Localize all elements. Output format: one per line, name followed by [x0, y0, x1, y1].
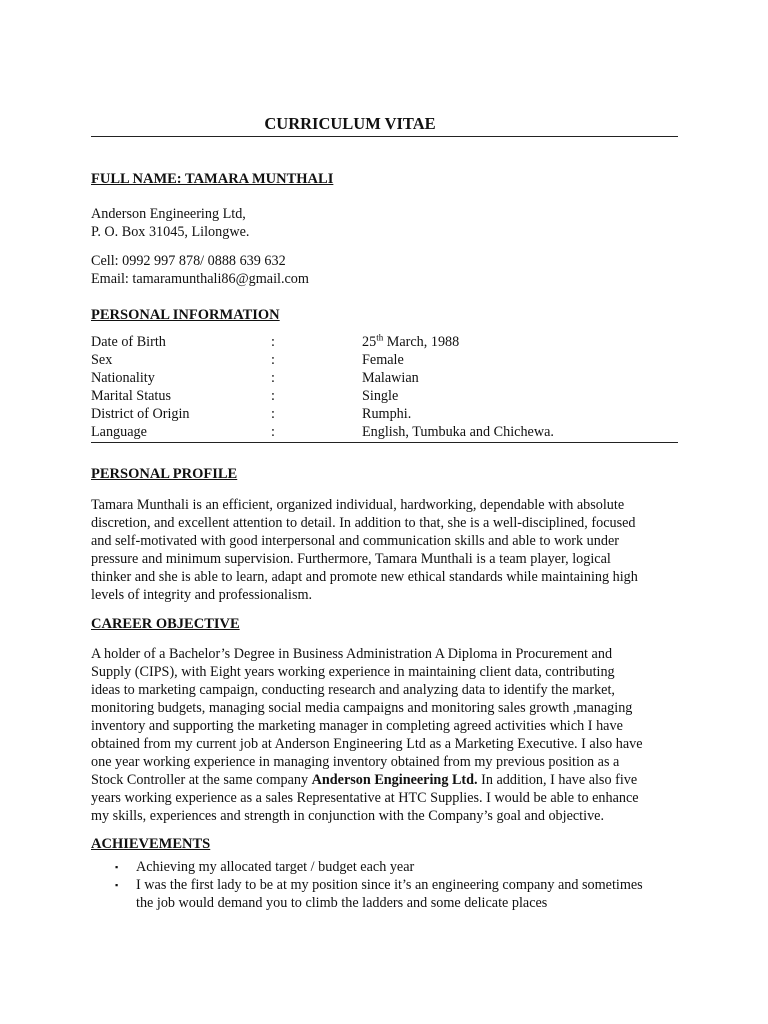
info-label: Date of Birth [91, 334, 166, 350]
personal-profile-text [91, 496, 678, 604]
info-row-district-of-origin [91, 405, 678, 423]
info-colon: : [271, 388, 275, 404]
profile-line: thinker and she is able to learn, adapt and promote new ethical standards while maintaining high [91, 569, 638, 585]
dob-day: 25 [362, 334, 377, 350]
objective-line: inventory and supporting the marketing manager in completing agreed activities which I have [91, 718, 623, 734]
objective-line: years working experience as a sales Representative at HTC Supplies. I would be able to enhance [91, 790, 639, 806]
info-colon: : [271, 424, 275, 440]
list-item [91, 876, 691, 912]
info-label: Language [91, 424, 147, 440]
achievement-text: Achieving my allocated target / budget each year [136, 859, 415, 875]
info-value: Malawian [362, 370, 419, 386]
bullet-icon: ▪ [115, 880, 119, 890]
objective-line: obtained from my current job at Anderson Engineering Ltd as a Marketing Executive. I also have [91, 736, 643, 752]
objective-line [91, 771, 678, 789]
objective-line: Supply (CIPS), with Eight years working experience in maintaining client data, contributing [91, 664, 615, 680]
career-objective-heading: CAREER OBJECTIVE [91, 616, 240, 632]
info-row-date-of-birth [91, 333, 678, 351]
info-colon: : [271, 334, 275, 350]
info-label: District of Origin [91, 406, 190, 422]
email-address: Email: tamaramunthali86@gmail.com [91, 271, 309, 287]
info-row-marital-status [91, 387, 678, 405]
objective-line: monitoring budgets, managing social media campaigns and monitoring sales growth ,managing [91, 700, 633, 716]
info-row-nationality [91, 369, 678, 387]
personal-profile-heading: PERSONAL PROFILE [91, 466, 238, 482]
info-value: English, Tumbuka and Chichewa. [362, 424, 554, 440]
achievements-list [91, 858, 691, 912]
personal-info-divider [91, 442, 678, 443]
objective-line: one year working experience in managing inventory obtained from my previous position as a [91, 754, 620, 770]
info-value: Rumphi. [362, 406, 412, 422]
info-label: Nationality [91, 370, 155, 386]
info-row-sex [91, 351, 678, 369]
achievement-text: the job would demand you to climb the ladders and some delicate places [136, 895, 548, 911]
info-colon: : [271, 370, 275, 386]
objective-line: A holder of a Bachelor’s Degree in Business Administration A Diploma in Procurement and [91, 646, 613, 662]
document-title: CURRICULUM VITAE [264, 114, 436, 133]
profile-line: discretion, and excellent attention to detail. In addition to that, she is a well-disciplined, focused [91, 515, 636, 531]
achievements-heading: ACHIEVEMENTS [91, 836, 211, 852]
cell-phone: Cell: 0992 997 878/ 0888 639 632 [91, 253, 286, 269]
personal-information-table [91, 333, 678, 441]
profile-line: levels of integrity and professionalism. [91, 587, 313, 603]
info-colon: : [271, 352, 275, 368]
address-line-1: Anderson Engineering Ltd, [91, 206, 246, 222]
info-value: Female [362, 352, 404, 368]
dob-month-year: March, 1988 [383, 334, 460, 350]
title-divider [91, 136, 678, 137]
profile-line: and self-motivated with good interpersonal and communication skills and able to work under [91, 533, 619, 549]
list-item [91, 858, 691, 876]
career-objective-text [91, 645, 678, 825]
objective-text: Stock Controller at the same company [91, 772, 312, 788]
info-colon: : [271, 406, 275, 422]
personal-information-heading: PERSONAL INFORMATION [91, 307, 280, 323]
objective-text: In addition, I have also five [477, 772, 638, 788]
dob-suffix: th [376, 332, 384, 343]
objective-line: ideas to marketing campaign, conducting research and analyzing data to identify the market, [91, 682, 615, 698]
profile-line: Tamara Munthali is an efficient, organized individual, hardworking, dependable with absolute [91, 497, 625, 513]
info-label: Sex [91, 352, 113, 368]
info-row-language [91, 423, 678, 441]
info-label: Marital Status [91, 388, 171, 404]
info-value [362, 333, 459, 351]
achievement-text: I was the first lady to be at my position since it’s an engineering company and sometimes [136, 877, 643, 893]
bullet-icon: ▪ [115, 862, 119, 872]
profile-line: pressure and minimum supervision. Furthermore, Tamara Munthali is a team player, logical [91, 551, 611, 567]
full-name-heading: FULL NAME: TAMARA MUNTHALI [91, 171, 334, 187]
company-name-bold: Anderson Engineering Ltd. [311, 772, 478, 788]
objective-line: my skills, experiences and strength in conjunction with the Company’s goal and objective. [91, 808, 605, 824]
address-line-2: P. O. Box 31045, Lilongwe. [91, 224, 250, 240]
info-value: Single [362, 388, 399, 404]
